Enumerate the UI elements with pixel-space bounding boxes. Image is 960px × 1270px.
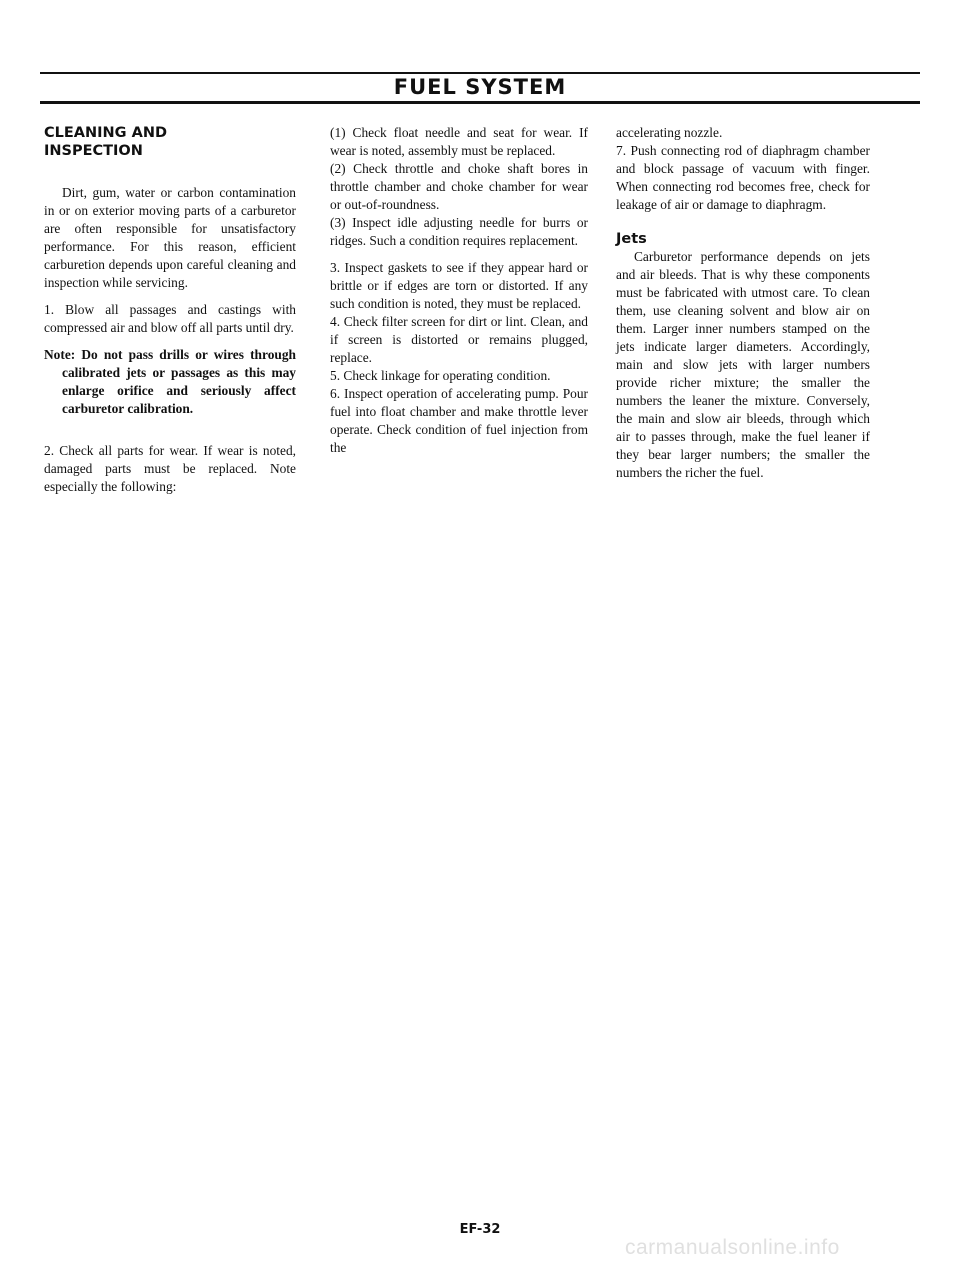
column-left [44,124,296,496]
section-heading-line2: INSPECTION [44,143,143,159]
column-middle [330,124,588,457]
substep-1: (1) Check float needle and seat for wear. If wear is noted, assembly must be replaced. [330,125,588,158]
note-paragraph: Note: Do not pass drills or wires through calibrated jets or passages as this may enlarge orifice and seriously affect carburetor calibration. [44,347,296,416]
section-heading-line1: CLEANING AND [44,125,168,141]
step-4: 4. Check filter screen for dirt or lint. Clean, and if screen is distorted or remains plugged, replace. [330,314,588,365]
step-2: 2. Check all parts for wear. If wear is noted, damaged parts must be replaced. Note especially the following: [44,443,296,494]
jets-heading: Jets [616,231,647,247]
jets-paragraph: Carburetor performance depends on jets and air bleeds. That is why these components must be fabricated with utmost care. To clean them, use cleaning solvent and blow air on them. Larger inner numbers stamped on the jets indicate larger diameters. Accordingly, main and slow jets with larger numbers provide richer mixture; the smaller the numbers the leaner the mixture. Conversely, the main and slow air bleeds, through which air to passes through, make the fuel leaner if they bear larger numbers; the smaller the numbers the richer the fuel. [616,249,870,480]
watermark: carmanualsonline.info [625,1236,840,1259]
page-number: EF-32 [459,1222,501,1237]
intro-paragraph: Dirt, gum, water or carbon contamination in or on exterior moving parts of a carburetor are often responsible for unsatisfactory performance. For this reason, efficient carburetion depends upon careful cleaning and inspection while servicing. [44,185,296,290]
step-1: 1. Blow all passages and castings with compressed air and blow off all parts until dry. [44,302,296,335]
step-6: 6. Inspect operation of accelerating pump. Pour fuel into float chamber and make throttle lever operate. Check condition of fuel injection from the [330,386,588,455]
page-title-wrap [0,72,960,102]
step-7: 7. Push connecting rod of diaphragm chamber and block passage of vacuum with finger. When connecting rod becomes free, check for leakage of air or damage to diaphragm. [616,143,870,212]
substep-3: (3) Inspect idle adjusting needle for burrs or ridges. Such a condition requires replacement. [330,215,588,248]
continued-text: accelerating nozzle. [616,125,723,140]
step-5: 5. Check linkage for operating condition. [330,368,551,383]
column-right [616,124,870,482]
step-3: 3. Inspect gaskets to see if they appear hard or brittle or if edges are torn or distorted. If any such condition is noted, they must be replaced. [330,260,588,311]
substep-2: (2) Check throttle and choke shaft bores in throttle chamber and choke chamber for wear or out-of-roundness. [330,161,588,212]
section-heading [44,124,296,160]
page-title: FUEL SYSTEM [382,75,578,99]
